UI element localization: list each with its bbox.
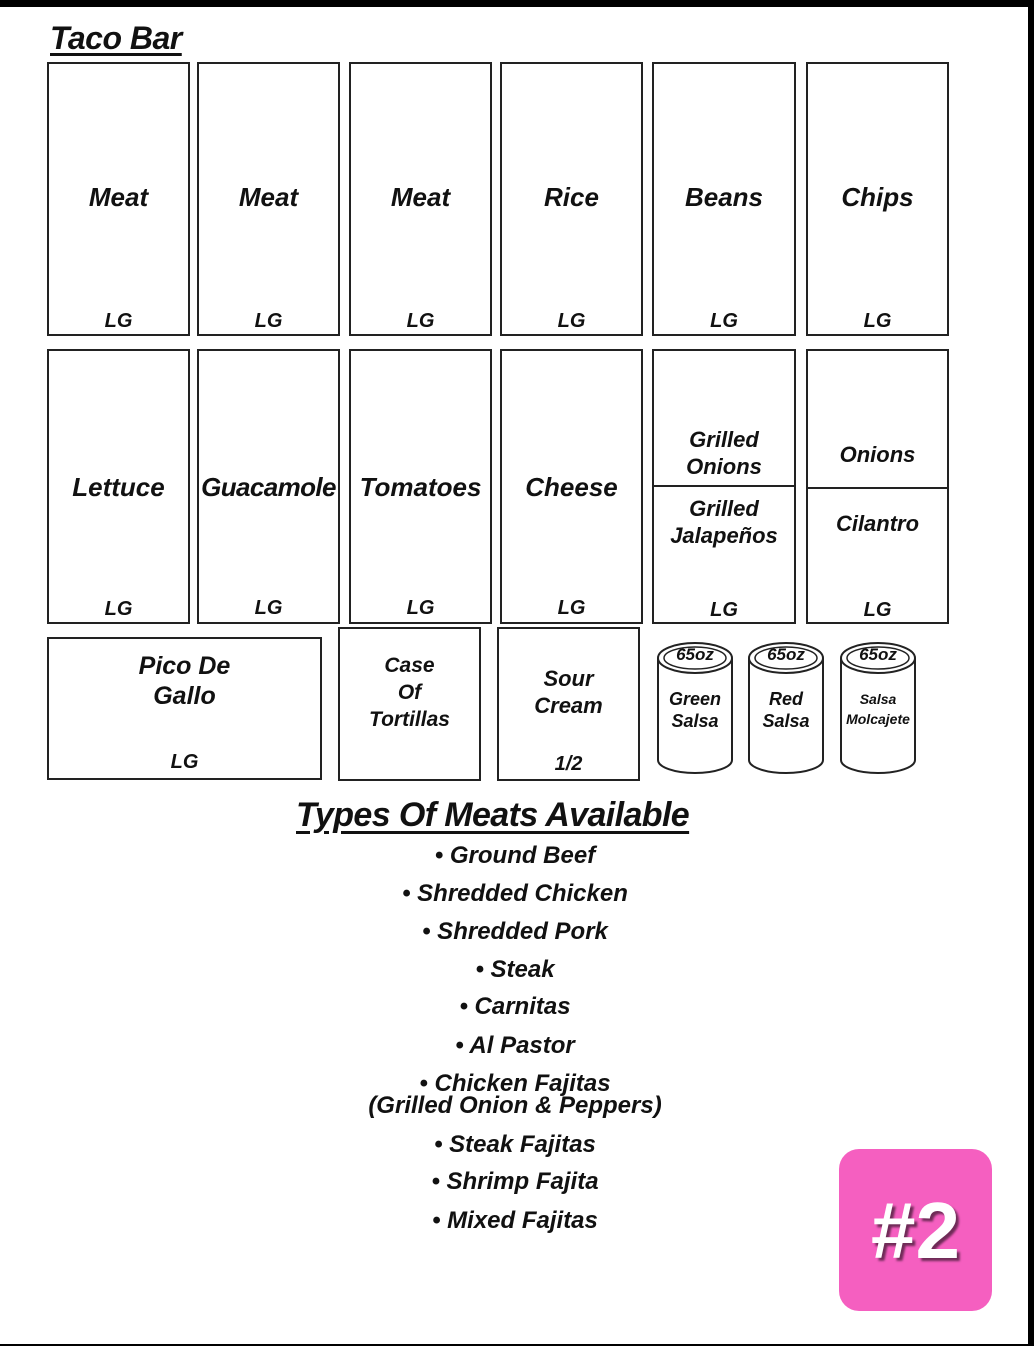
pan-guacamole (197, 349, 340, 624)
can-size: 65oz (676, 645, 714, 664)
badge-label: #2 (871, 1186, 960, 1275)
can-label-line1: Salsa (859, 691, 897, 707)
pan-size: LG (406, 597, 435, 619)
meat-item: • Mixed Fajitas (432, 1207, 598, 1234)
pan-label-top-line2: Onions (686, 454, 762, 479)
pan-meat-3 (349, 62, 492, 336)
pan-rice (500, 62, 643, 336)
can-label-line1: Red (768, 689, 803, 709)
pan-size: LG (170, 751, 199, 773)
meat-item-note: (Grilled Onion & Peppers) (368, 1092, 662, 1119)
pan-beans (652, 62, 796, 336)
meat-item: • Steak (475, 956, 555, 983)
pan-label-bottom-line1: Grilled (689, 496, 759, 521)
pan-label: Meat (390, 182, 451, 212)
pan-size: LG (863, 599, 892, 621)
pan-divider (808, 487, 947, 489)
pan-size: LG (863, 310, 892, 332)
pan-label: Tomatoes (359, 472, 482, 502)
pan-size: LG (710, 599, 738, 621)
can-label-line1: Green (668, 689, 722, 709)
pan-label-bottom-line2: Jalapeños (670, 523, 778, 548)
pan-label: Beans (684, 182, 764, 212)
top-border (0, 0, 1034, 7)
pan-size: LG (104, 598, 133, 620)
meat-item: • Shredded Pork (422, 918, 608, 945)
pan-label: Cheese (525, 472, 618, 502)
right-border (1028, 0, 1034, 1346)
pan-size: LG (710, 310, 738, 332)
pan-size: 1/2 (554, 753, 583, 775)
pan-label-line2: Gallo (153, 682, 216, 710)
meat-item: • Al Pastor (455, 1032, 575, 1059)
case-label-line3: Tortillas (369, 708, 450, 731)
can-label-line2: Salsa (671, 711, 719, 731)
pan-size: LG (406, 310, 435, 332)
can-label-line2: Salsa (762, 711, 810, 731)
pan-size: LG (104, 310, 133, 332)
pan-meat-1 (47, 62, 190, 336)
pan-label: Lettuce (72, 472, 165, 502)
pan-label-line2: Cream (534, 693, 603, 718)
meat-item: • Shredded Chicken (402, 880, 628, 907)
pan-label: Guacamole (201, 472, 336, 502)
number-badge (839, 1149, 992, 1311)
meat-item: • Shrimp Fajita (431, 1168, 599, 1195)
pan-label: Meat (238, 182, 299, 212)
pan-grilled-onions-jalapenos (652, 349, 796, 624)
pan-label: Rice (544, 182, 599, 212)
pan-label-top: Onions (839, 442, 916, 467)
page-title: Taco Bar (50, 20, 182, 56)
can-green-salsa (655, 640, 735, 776)
can-size: 65oz (859, 645, 897, 664)
pan-cheese (500, 349, 643, 624)
pan-tomatoes (349, 349, 492, 624)
can-red-salsa (746, 640, 826, 776)
meat-item: • Carnitas (459, 993, 571, 1020)
pan-chips (806, 62, 949, 336)
pan-size: LG (254, 310, 283, 332)
pan-label: Meat (88, 182, 149, 212)
pan-label: Chips (841, 182, 914, 212)
can-size: 65oz (767, 645, 805, 664)
pan-label-bottom: Cilantro (835, 511, 920, 536)
pan-label-top-line1: Grilled (689, 427, 759, 452)
can-salsa-molcajete (838, 640, 918, 776)
pan-sour-cream (497, 627, 640, 781)
pan-size: LG (557, 597, 586, 619)
case-label-line2: Of (397, 681, 422, 704)
pan-label-line1: Pico De (138, 652, 231, 680)
pan-pico-de-gallo (47, 637, 322, 780)
pan-size: LG (557, 310, 586, 332)
meat-item: • Steak Fajitas (434, 1131, 596, 1158)
case-label-line1: Case (384, 654, 435, 677)
pan-lettuce (47, 349, 190, 624)
pan-onions-cilantro (806, 349, 949, 624)
pan-label-line1: Sour (543, 666, 594, 691)
meats-section-title: Types Of Meats Available (296, 796, 690, 834)
case-of-tortillas (338, 627, 481, 781)
meat-item: • Chicken Fajitas (419, 1070, 611, 1097)
pan-meat-2 (197, 62, 340, 336)
pan-divider (654, 485, 794, 487)
meat-item: • Ground Beef (434, 842, 596, 869)
pan-size: LG (254, 597, 283, 619)
can-label-line2: Molcajete (846, 711, 910, 727)
